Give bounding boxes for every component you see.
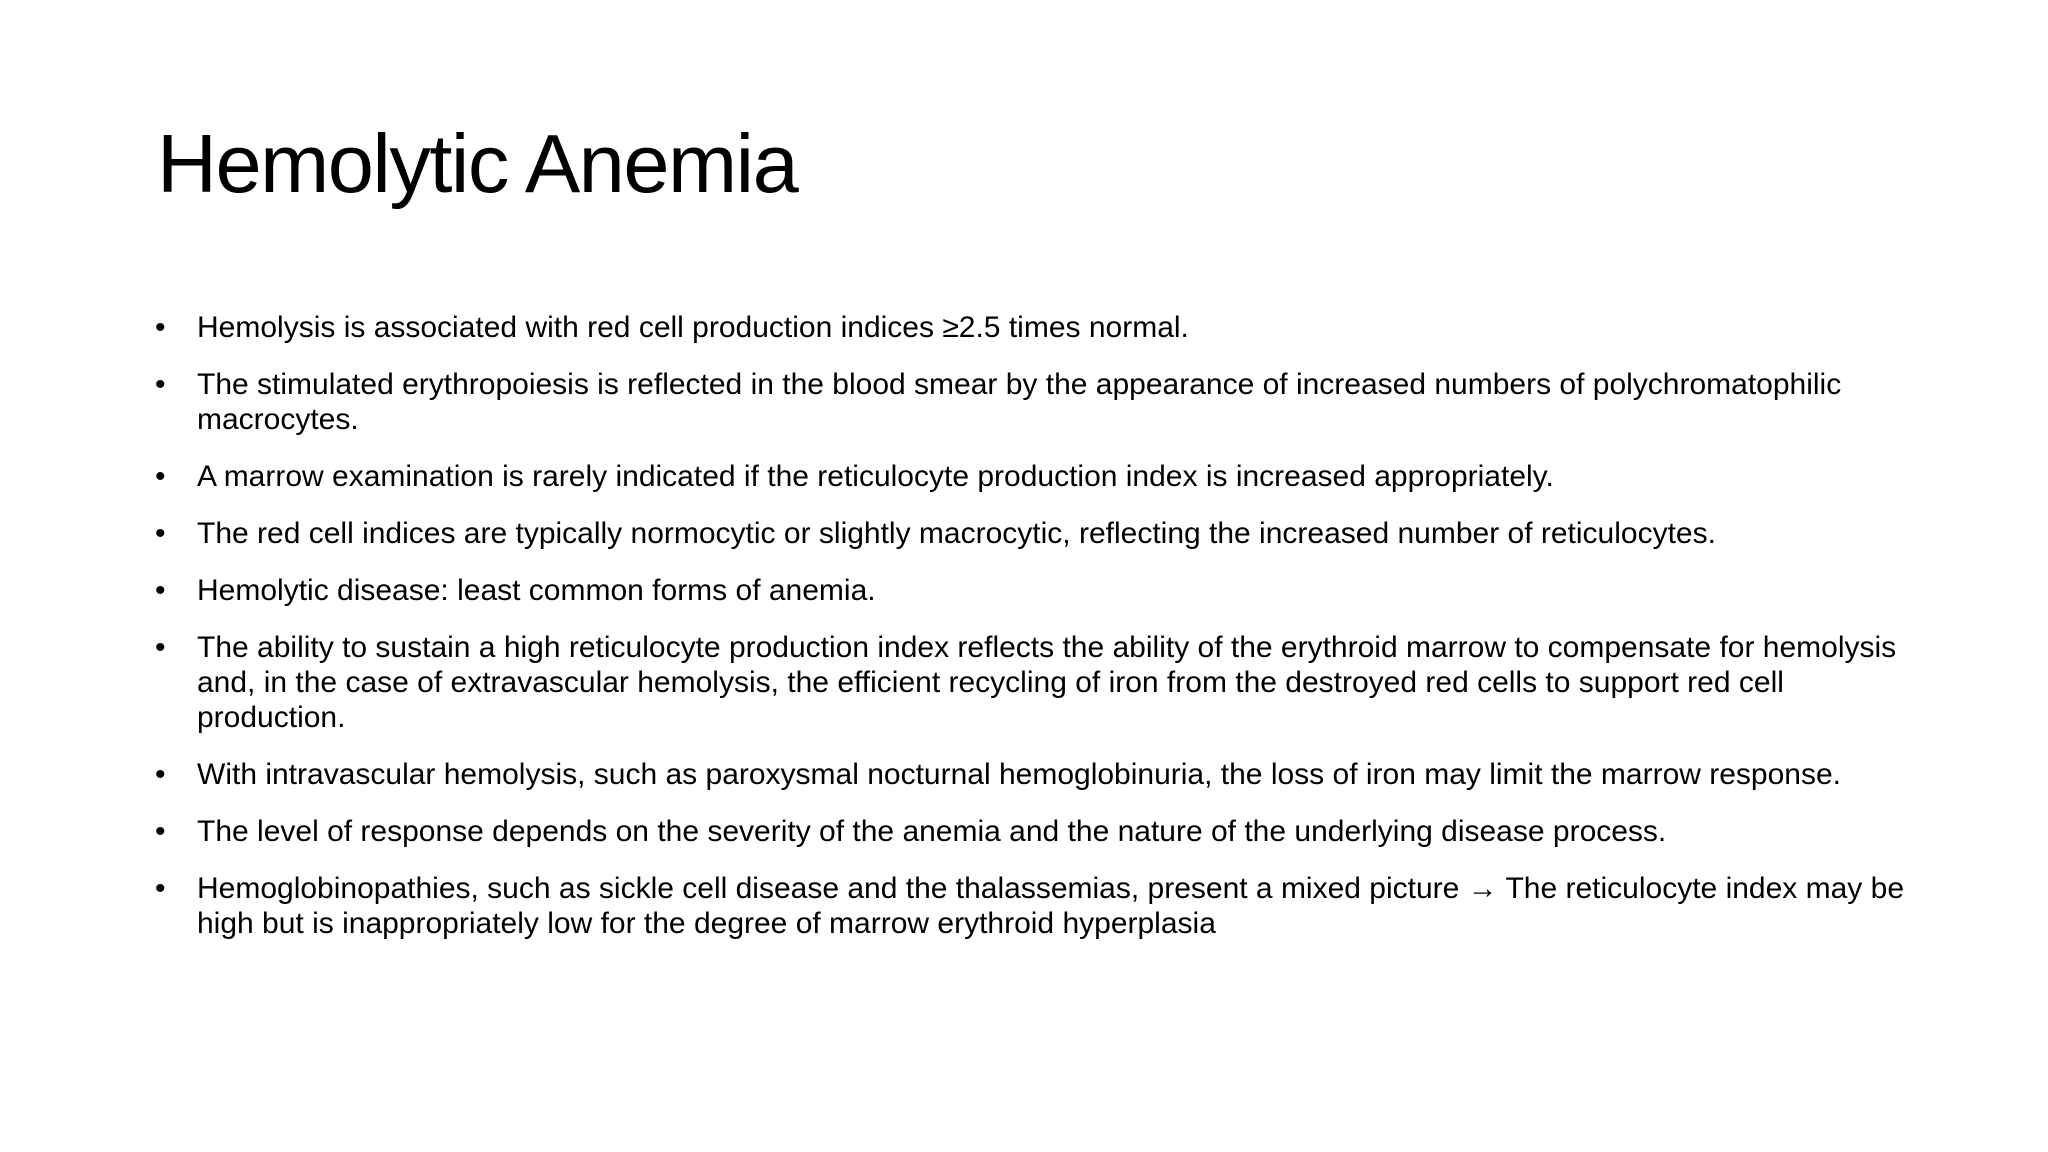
bullet-icon: •: [155, 758, 166, 791]
bullet-text: Hemolysis is associated with red cell production indices ≥2.5 times normal.: [197, 311, 1189, 344]
bullet-icon: •: [155, 368, 166, 401]
bullet-icon: •: [155, 872, 166, 905]
list-item: [155, 630, 1915, 735]
bullet-text: The red cell indices are typically normocytic or slightly macrocytic, reflecting the increased number of reticulocytes.: [197, 517, 1716, 550]
bullet-icon: •: [155, 311, 166, 344]
list-item: [155, 367, 1915, 437]
bullet-icon: •: [155, 517, 166, 550]
list-item: [155, 516, 1915, 551]
bullet-icon: •: [155, 574, 166, 607]
bullet-list: [155, 310, 1915, 963]
bullet-text: The stimulated erythropoiesis is reflected in the blood smear by the appearance of increased numbers of polychromatophilic macrocytes.: [197, 368, 1842, 436]
bullet-text: With intravascular hemolysis, such as paroxysmal nocturnal hemoglobinuria, the loss of iron may limit the marrow response.: [197, 758, 1842, 791]
bullet-text: The level of response depends on the severity of the anemia and the nature of the underlying disease process.: [197, 815, 1667, 848]
list-item: [155, 871, 1915, 941]
bullet-text: Hemoglobinopathies, such as sickle cell disease and the thalassemias, present a mixed picture → The reticulocyte index may be high but is inappropriately low for the degree of marrow erythroid hyperplasia: [197, 872, 1904, 940]
bullet-icon: •: [155, 631, 166, 664]
bullet-text: Hemolytic disease: least common forms of anemia.: [197, 574, 876, 607]
bullet-icon: •: [155, 460, 166, 493]
bullet-text: The ability to sustain a high reticulocyte production index reflects the ability of the erythroid marrow to compensate for hemolysis and, in the case of extravascular hemolysis, the efficient recycling of iron from the destroyed red cells to support red cell production.: [197, 631, 1897, 734]
list-item: [155, 459, 1915, 494]
list-item: [155, 757, 1915, 792]
bullet-icon: •: [155, 815, 166, 848]
slide-title: Hemolytic Anemia: [157, 117, 798, 210]
list-item: [155, 310, 1915, 345]
bullet-text: A marrow examination is rarely indicated if the reticulocyte production index is increased appropriately.: [197, 460, 1554, 493]
list-item: [155, 814, 1915, 849]
list-item: [155, 573, 1915, 608]
